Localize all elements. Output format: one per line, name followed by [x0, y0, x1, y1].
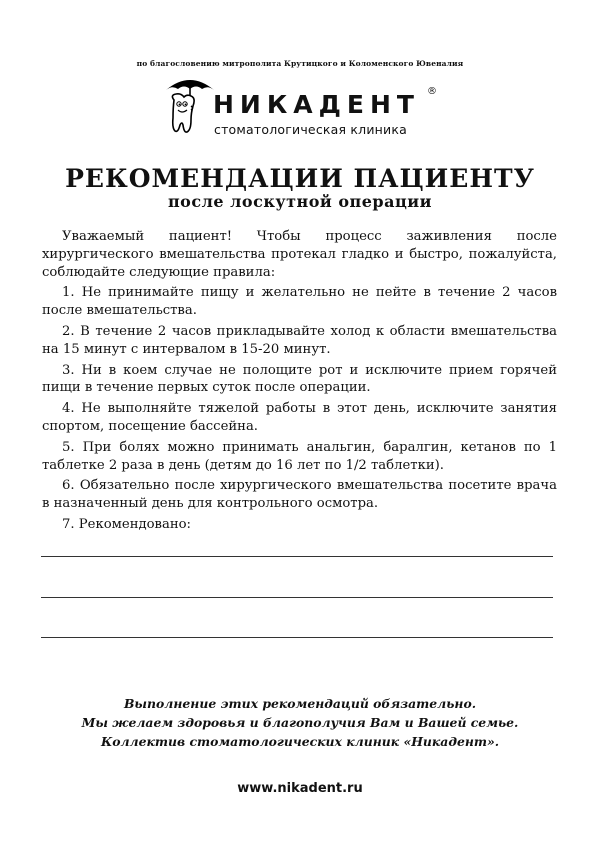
rule-item: 7. Рекомендовано:	[62, 516, 192, 532]
document-subtitle: после лоскутной операции	[167, 192, 433, 211]
blessing-line: по благословению митрополита Крутицкого и Коломенского Ювеналия	[136, 59, 464, 68]
fill-in-line	[41, 637, 553, 638]
clinic-brand-name: НИКАДЕНТ	[213, 90, 420, 119]
document-title: РЕКОМЕНДАЦИИ ПАЦИЕНТУ	[65, 164, 535, 193]
website-link[interactable]: www.nikadent.ru	[237, 781, 363, 796]
registered-mark: ®	[427, 86, 437, 97]
intro-paragraph: Уважаемый пациент! Чтобы процесс заживления после хирургического вмешательства протекал гладко и быстро, пожалуйста, соблюдайте следующие правила:	[42, 229, 557, 280]
rule-item: 2. В течение 2 часов прикладывайте холод к области вмешательства на 15 минут с интервалом в 15-20 минут.	[42, 323, 557, 357]
clinic-logo	[160, 76, 450, 138]
rule-item: 3. Ни в коем случае не полощите рот и исключите прием горячей пищи в течение первых суток после операции.	[42, 362, 557, 396]
rule-item: 1. Не принимайте пищу и желательно не пейте в течение 2 часов после вмешательства.	[42, 285, 557, 319]
closing-notice	[0, 694, 600, 751]
rule-item: 5. При болях можно принимать анальгин, баралгин, кетанов по 1 таблетке 2 раза в день (детям до 16 лет по 1/2 таблетки).	[42, 439, 557, 473]
clinic-tagline: стоматологическая клиника	[214, 122, 407, 137]
rule-item: 6. Обязательно после хирургического вмешательства посетите врача в назначенный день для контрольного осмотра.	[42, 478, 557, 512]
fill-in-line	[41, 597, 553, 598]
recommendations-body	[42, 228, 557, 537]
closing-line: Мы желаем здоровья и благополучия Вам и Вашей семье.	[81, 715, 519, 730]
rule-item: 4. Не выполняйте тяжелой работы в этот день, исключите занятия спортом, посещение бассейна.	[42, 401, 557, 434]
closing-line: Коллектив стоматологических клиник «Никадент».	[100, 734, 500, 749]
tooth-with-umbrella-icon	[160, 76, 218, 138]
fill-in-line	[41, 556, 553, 557]
closing-line: Выполнение этих рекомендаций обязательно.	[123, 696, 477, 711]
